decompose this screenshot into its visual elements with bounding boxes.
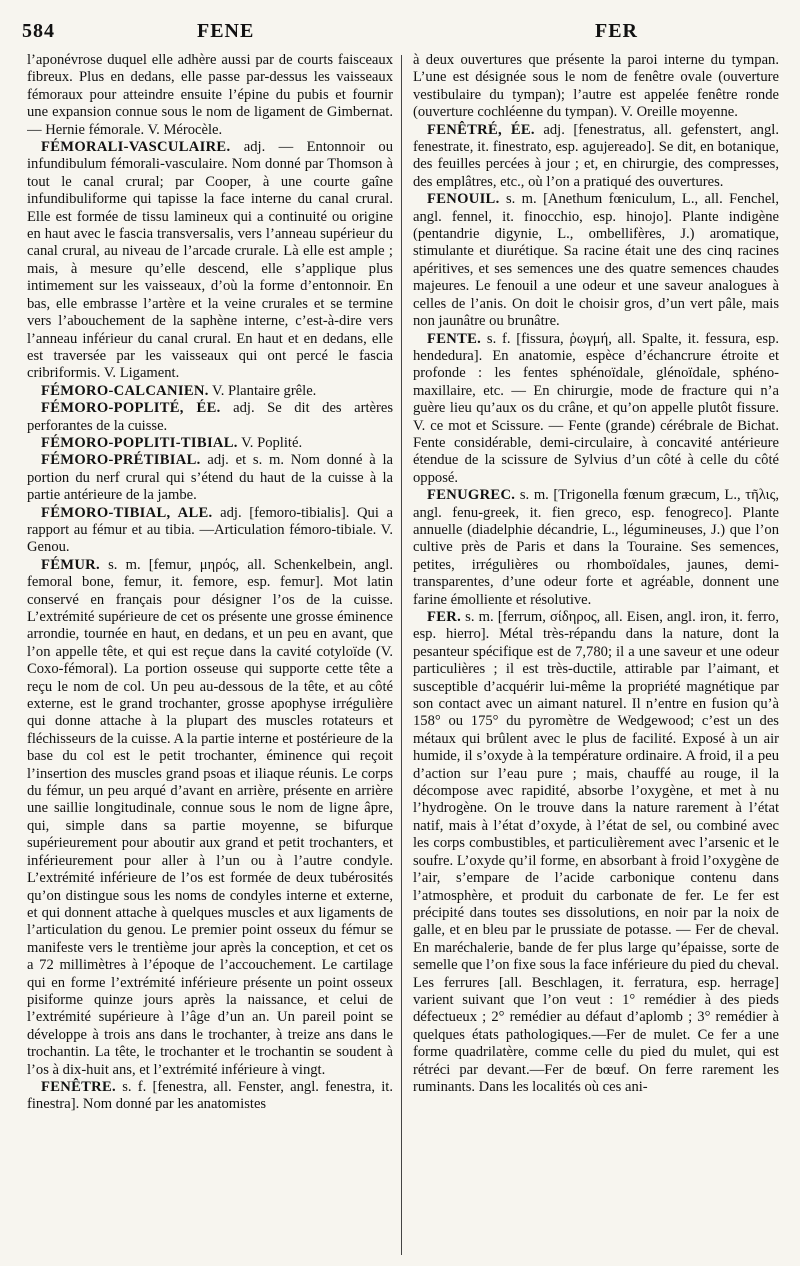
entry-text: adj. [femoro-tibialis]. Qui a rapport au fémur et au tibia. —Articulation fémoro-tibiale. V. Genou. (27, 504, 393, 556)
entry (27, 400, 393, 435)
entry (413, 122, 779, 192)
entry-text: V. Poplité. (241, 434, 303, 451)
entry-text: s. m. [femur, μηρός, all. Schenkelbein, angl. femoral bone, femur, it. femore, esp. femur]. Mot latin conservé en français pour désigner l’os de la cuisse. L’extrémité supérieure de cet os présente une grosse éminence arrondie, tournée en haut, en dedans, et un peu en avant, que l’on appelle tête, et qui est reçue dans la cavité cotyloïde (V. Coxo-fémoral). La portion osseuse qui supporte cette tête a reçu le nom de col. Un peu au-dessous de la tête, et au côté externe, est le grand trochanter, grosse apophyse irrégulière qui donne attache à la plupart des muscles rotateurs et fléchisseurs de la cuisse. A la partie interne et postérieure de la base du col est le petit trochanter, éminence qui reçoit l’insertion des muscles grand psoas et iliaque réunis. Le corps du fémur, un peu arqué d’avant en arrière, présente en arrière une saillie longitudinale, connue sous le nom de ligne âpre, qui, simple dans sa partie moyenne, se bifurque supérieurement pour aboutir aux grand et petit trochanters, et inférieurement pour aller à l’un ou à l’autre condyle. L’extrémité inférieure de l’os est formée de deux tubérosités qu’on distingue sous les noms de condyles interne et externe, et qui donnent attache à quelques muscles et aux ligaments de l’articulation du genou. Le premier point osseux du fémur se manifeste vers le trentième jour après la conception, et cet os a 72 millimètres à l’époque de l’accouchement. Le cartilage qui en forme l’extrémité inférieure présente un point osseux pisiforme quinze jours après la naissance, et celui de l’extrémité supérieure à l’âge d’un an. Un pareil point se développe à trois ans dans le trochanter, à treize ans dans le trochantin. La tête, le trochanter et le trochantin se soudent à l’os à dix-huit ans, et l’extrémité inférieure à vingt. (27, 556, 393, 1078)
entry-headword: FÉMORO-PRÉTIBIAL. (41, 452, 201, 469)
entry-headword: FENUGREC. (427, 487, 516, 504)
right-column (413, 52, 779, 1257)
entry-text: adj. et s. m. Nom donné à la portion du nerf crural qui s’étend du haut de la cuisse à la partie antérieure de la jambe. (27, 452, 393, 504)
entry (413, 487, 779, 609)
entry-headword: FÉMORO-CALCANIEN. (41, 382, 209, 399)
entry-headword: FENÊTRÉ, ÉE. (427, 121, 535, 138)
entry-text: adj. Se dit des artères perforantes de la cuisse. (27, 400, 393, 434)
entry (413, 191, 779, 330)
entry-text: s. m. [Trigonella fœnum græcum, L., τῆλις, angl. fenu-greek, it. fien greco, esp. fenogreco]. Plante annuelle (diadelphie décandrie, L., légumineuses, J.) que l’on cultive près de Paris et dans la Touraine. Ses semences, petites, irrégulières ou rhomboïdales, jaunes, demi-transparentes, d’une odeur forte et agréable, donnent une farine émolliente et résolutive. (413, 487, 779, 608)
entry-text: s. f. [fissura, ῥωγμή, all. Spalte, it. fessura, esp. hendedura]. En anatomie, espèce d’échancrure étroite et profonde : les fentes sphénoïdale, glénoïdale, sphéno-maxillaire, etc. — En chirurgie, mode de fracture qui n’a guère lieu qu’aux os du crâne, et qu’on appelle plutôt fissure. V. ce mot et Scissure. — Fente (grande) cérébrale de Bichat. Fente considérable, demi-circulaire, à concavité antérieure étendue de la scissure de Sylvius d’un côté à celle du côté opposé. (413, 330, 779, 486)
entry-text: adj. [fenestratus, all. gefenstert, angl. fenestrate, it. finestrato, esp. agujereado]. Se dit, en botanique, des feuilles percées à jour ; et, en chirurgie, des compresses, des emplâtres, etc., où l’on a pratiqué des ouvertures. (413, 121, 779, 190)
entry-text: à deux ouvertures que présente la paroi interne du tympan. L’une est désignée sous le nom de fenêtre ovale (ouverture vestibulaire du tympan); l’autre est appelée fenêtre ronde (ouverture cochléenne du tympan). V. Oreille moyenne. (413, 52, 779, 121)
entry (27, 505, 393, 557)
entry-headword: FÉMUR. (41, 556, 100, 573)
entry (27, 139, 393, 383)
entry-text: adj. — Entonnoir ou infundibulum fémorali-vasculaire. Nom donné par Thomson à tout le canal crural; par Cooper, à une courte gaîne infundibuliforme qui tapisse la face interne du canal crural. Elle est formée de tissu lamineux qui a continuité ou origine en haut avec le fascia transversalis, vers l’anneau supérieur du canal crural, au niveau de l’arcade crurale. Là elle est ample ; mais, à mesure qu’elle descend, elle s’applique plus intimement sur les vaisseaux, d’où la forme d’entonnoir. En bas, elle embrasse l’artère et la veine crurales et se termine vers l’abouchement de la saphène interne, c’est-à-dire vers l’anneau inférieur du canal crural. En haut et en dedans, elle est traversée par les vaisseaux qui ont percé le fascia cribriformis. V. Ligament. (27, 139, 393, 382)
entry-text: s. m. [ferrum, σίδηρος, all. Eisen, angl. iron, it. ferro, esp. hierro]. Métal très-répandu dans la nature, dont la pesanteur spécifique est de 7,780; il a une saveur et une odeur particulières ; il est très-ductile, attirable par l’aimant, et susceptible d’acquérir lui-même la propriété magnétique par son contact avec un aimant naturel. Il n’entre en fusion qu’à 158° ou 175° du pyromètre de Wedgewood; c’est un des métaux qui brûlent avec le plus de facilité. Exposé à un air humide, il s’oxyde à la température ordinaire. A froid, il a peu d’action sur l’eau pure ; mais, chauffé au rouge, il la décompose avec rapidité, absorbe l’oxygène, et met à nu l’hydrogène. On le trouve dans la nature rarement à l’état natif, mais à l’état d’oxyde, à l’état de sel, ou combiné avec les corps combustibles, et particulièrement avec l’arsenic et le soufre. L’oxyde qu’il forme, en absorbant à froid l’oxygène de l’air, s’empare de l’acide carbonique contenu dans l’atmosphère, et produit du carbonate de fer. Le fer est précipité dans toutes ses dissolutions, en noir par la noix de galle, et en bleu par le prussiate de potasse. — Fer de cheval. En maréchalerie, bande de fer plus large qu’épaisse, sorte de semelle que l’on fixe sous la face inférieure du pied du cheval. Les ferrures [all. Beschlagen, it. ferratura, esp. herrage] varient suivant que l’on veut : 1° remédier à des pieds défectueux ; 2° remédier au défaut d’aplomb ; 3° remédier à quelques états pathologiques.—Fer de mulet. Ce fer a une forme quadrilatère, comme celle du pied du mulet, qui est rétréci par devant.—Fer de bœuf. On ferre rarement les ruminants. Dans les localités où ces ani- (413, 609, 779, 1095)
entry (27, 383, 393, 400)
entry-headword: FÉMORALI-VASCULAIRE. (41, 139, 231, 156)
entry-text: s. f. [fenestra, all. Fenster, angl. fenestra, it. finestra]. Nom donné par les anatomistes (27, 1078, 393, 1113)
entry-text: l’aponévrose duquel elle adhère aussi par de courts faisceaux fibreux. Plus en dedans, elle passe par-dessus les vaisseaux fémoraux pour atteindre ensuite l’épine du pubis et fournir une expansion connue sous le nom de ligament de Gimbernat. — Hernie fémorale. V. Mérocèle. (27, 52, 393, 138)
left-column (27, 52, 393, 1257)
entry-headword: FÉMORO-POPLITÉ, ÉE. (41, 400, 221, 417)
entry-headword: FENTE. (427, 330, 482, 347)
entry-headword: FER. (427, 609, 462, 625)
entry-headword: FENÊTRE. (41, 1078, 116, 1095)
entry-headword: FÉMORO-POPLITI-TIBIAL. (41, 434, 238, 451)
entry (413, 609, 779, 1096)
entry-continuation (413, 52, 779, 122)
left-running-title: FENE (197, 20, 255, 42)
entry (27, 452, 393, 504)
entry-headword: FENOUIL. (427, 191, 500, 208)
entry (27, 557, 393, 1079)
running-header (22, 20, 778, 50)
entry-continuation (27, 52, 393, 139)
column-divider (401, 55, 402, 1255)
page-number: 584 (22, 20, 55, 42)
entry (27, 435, 393, 452)
entry (413, 331, 779, 488)
entry-text: s. m. [Anethum fœniculum, L., all. Fenchel, angl. fennel, it. finocchio, esp. hinojo]. Plante indigène (pentandrie digynie, L., ombellifères, J.) aromatique, stimulante et diurétique. Sa racine était une des cinq racines apéritives, et ses semences une des quatre semences chaudes majeures. Le fenouil a une odeur et une saveur analogues à celles de l’anis. On doit le choisir gros, d’un vert pâle, mais non jaunâtre ou brunâtre. (413, 191, 779, 330)
right-running-title: FER (595, 20, 638, 42)
entry-headword: FÉMORO-TIBIAL, ALE. (41, 504, 213, 521)
entry-text: V. Plantaire grêle. (212, 382, 317, 399)
entry (27, 1079, 393, 1114)
